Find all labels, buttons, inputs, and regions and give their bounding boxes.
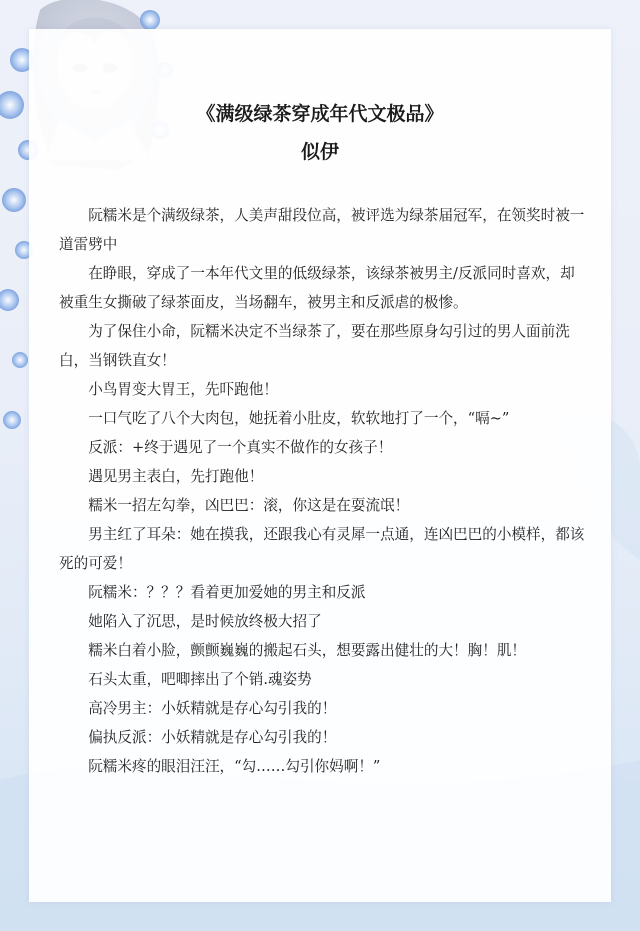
paragraph: 在睁眼，穿成了一本年代文里的低级绿茶，该绿茶被男主/反派同时喜欢，却被重生女撕破了绿茶面皮，当场翻车，被男主和反派虐的极惨。 xyxy=(59,265,575,311)
paragraph: 小鸟胃变大胃王，先吓跑他！ xyxy=(88,381,278,398)
paragraph: 她陷入了沉思，是时候放终极大招了 xyxy=(88,613,322,630)
book-author: 似伊 xyxy=(300,141,339,163)
paragraph: 男主红了耳朵：她在摸我，还跟我心有灵犀一点通，连凶巴巴的小模样，都该死的可爱！ xyxy=(59,526,585,572)
paragraph: 阮糯米疼的眼泪汪汪，“勾……勾引你妈啊！” xyxy=(88,758,381,775)
text-panel xyxy=(29,29,611,902)
paragraph: 一口气吃了八个大肉包，她抚着小肚皮，软软地打了一个，“嗝~” xyxy=(88,410,510,427)
paragraph: 糯米一招左勾拳，凶巴巴：滚，你这是在耍流氓！ xyxy=(88,497,410,514)
paragraph: 阮糯米：？？？看着更加爱她的男主和反派 xyxy=(88,584,366,601)
paragraph: 遇见男主表白，先打跑他！ xyxy=(88,468,264,485)
paragraph: 为了保住小命，阮糯米决定不当绿茶了，要在那些原身勾引过的男人面前洗白，当钢铁直女！ xyxy=(59,323,570,369)
paragraph: 反派：+终于遇见了一个真实不做作的女孩子！ xyxy=(88,439,393,456)
paragraph: 阮糯米是个满级绿茶，人美声甜段位高，被评选为绿茶届冠军，在领奖时被一道雷劈中 xyxy=(59,207,585,253)
paragraph: 糯米白着小脸，颤颤巍巍的搬起石头，想要露出健壮的大！胸！肌！ xyxy=(88,642,527,659)
paragraph: 高冷男主：小妖精就是存心勾引我的！ xyxy=(88,700,337,717)
paragraph: 石头太重，吧唧摔出了个销.魂姿势 xyxy=(88,671,312,688)
book-title: 《满级绿茶穿成年代文极品》 xyxy=(196,103,444,125)
synopsis xyxy=(59,201,587,781)
paragraph: 偏执反派：小妖精就是存心勾引我的！ xyxy=(88,729,337,746)
